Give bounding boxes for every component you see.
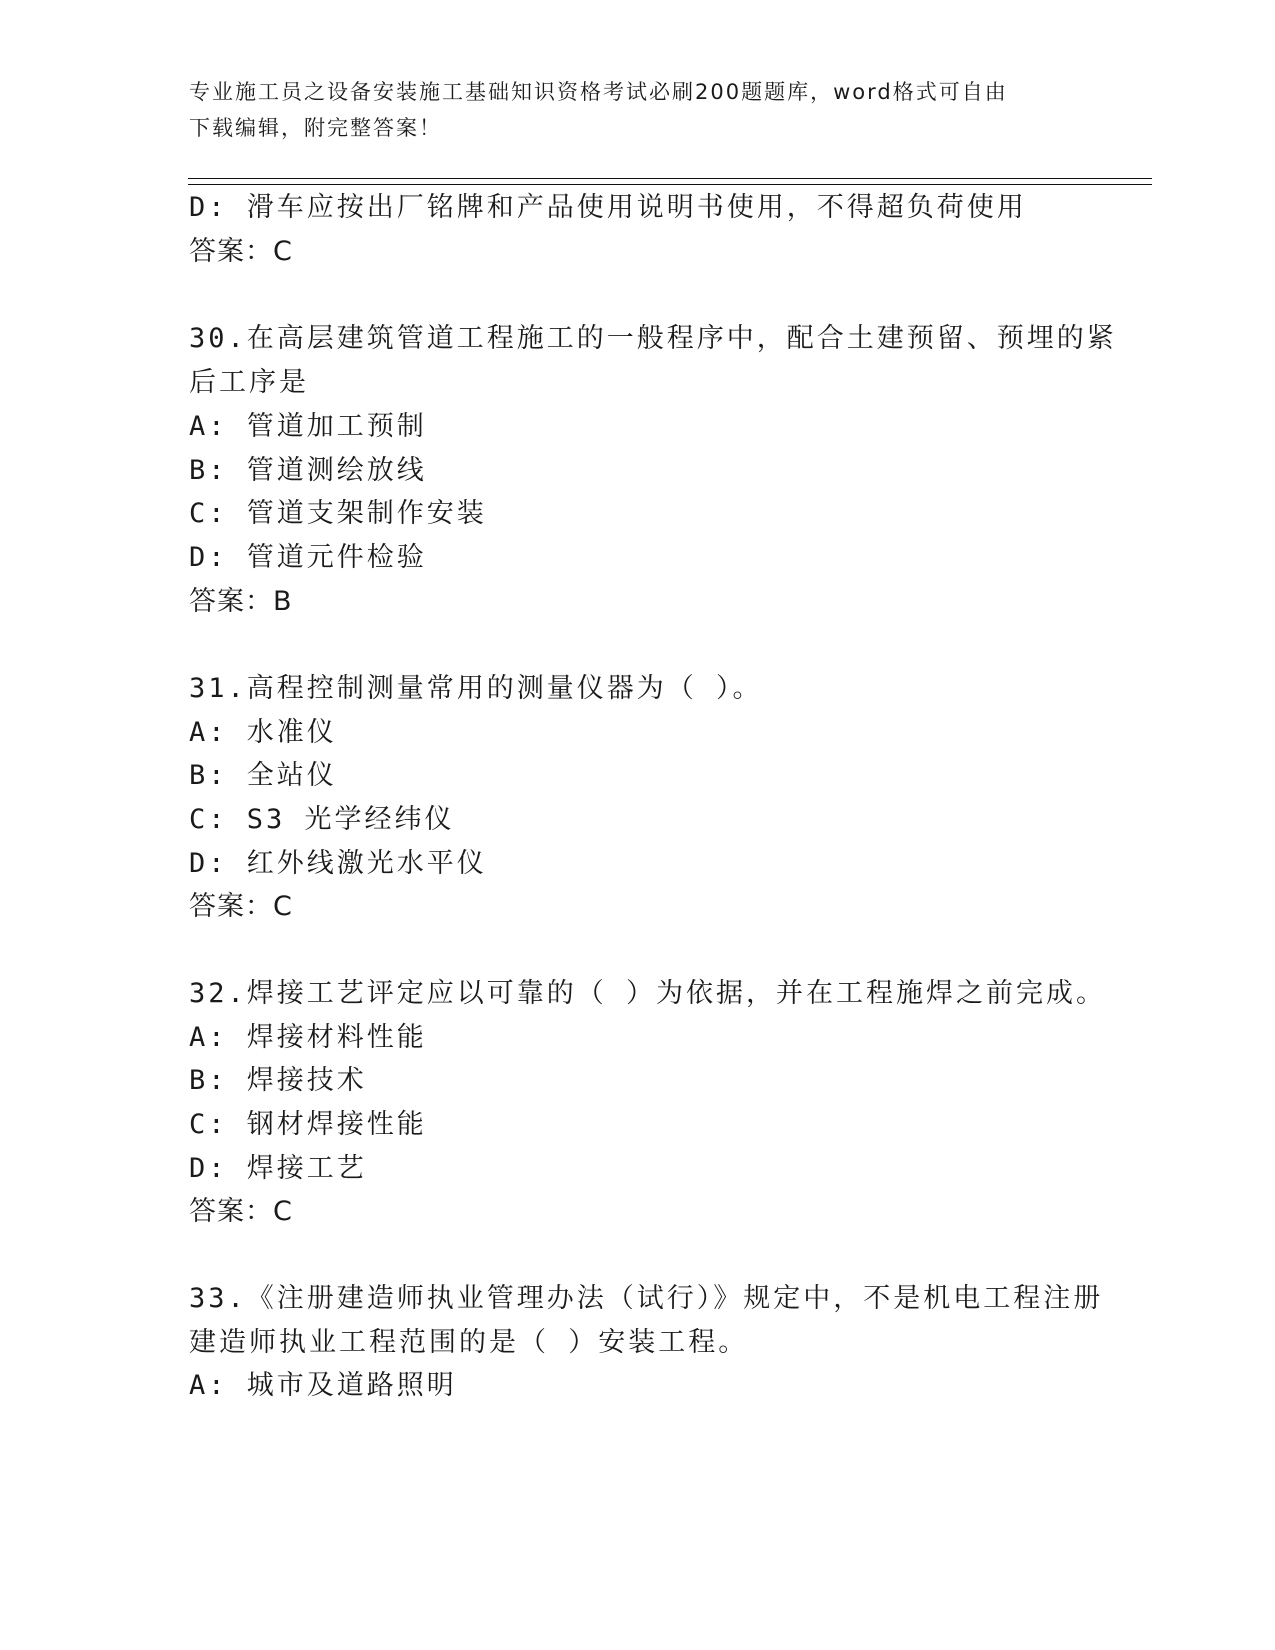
header-rule-top [188, 178, 1152, 179]
q32-option-d: D: 焊接工艺 [189, 1153, 367, 1184]
q30-option-d: D: 管道元件检验 [189, 542, 427, 573]
q32-answer: 答案：C [189, 1196, 293, 1227]
prev-option-d: D: 滑车应按出厂铭牌和产品使用说明书使用，不得超负荷使用 [189, 192, 1027, 223]
header-line-2: 下载编辑，附完整答案！ [189, 116, 442, 140]
header-line-1: 专业施工员之设备安装施工基础知识资格考试必刷200题题库，word格式可自由 [189, 80, 1008, 104]
q33-stem-line-1: 33.《注册建造师执业管理办法（试行）》规定中，不是机电工程注册 [189, 1283, 1104, 1314]
q31-stem-line-1: 31.高程控制测量常用的测量仪器为（ ）。 [189, 673, 763, 704]
q31-option-a: A: 水准仪 [189, 717, 337, 748]
q30-option-b: B: 管道测绘放线 [189, 455, 427, 486]
q33-option-a: A: 城市及道路照明 [189, 1370, 457, 1401]
q33-stem-line-2: 建造师执业工程范围的是（ ）安装工程。 [189, 1327, 749, 1358]
q30-option-c: C: 管道支架制作安装 [189, 498, 487, 529]
q30-stem-line-1: 30.在高层建筑管道工程施工的一般程序中，配合土建预留、预埋的紧 [189, 323, 1117, 354]
q32-option-c: C: 钢材焊接性能 [189, 1109, 427, 1140]
q30-stem-line-2: 后工序是 [189, 367, 309, 398]
q31-option-d: D: 红外线激光水平仪 [189, 848, 487, 879]
q31-option-b: B: 全站仪 [189, 760, 337, 791]
document-header [189, 74, 1089, 146]
q32-option-b: B: 焊接技术 [189, 1065, 367, 1096]
q30-answer: 答案：B [189, 586, 293, 617]
q30-option-a: A: 管道加工预制 [189, 411, 427, 442]
header-rule-bottom [188, 184, 1152, 185]
q31-option-c: C: S3 光学经纬仪 [189, 804, 455, 835]
q32-stem-line-1: 32.焊接工艺评定应以可靠的（ ）为依据，并在工程施焊之前完成。 [189, 978, 1107, 1009]
prev-answer: 答案：C [189, 236, 293, 267]
q31-answer: 答案：C [189, 891, 293, 922]
q32-option-a: A: 焊接材料性能 [189, 1022, 427, 1053]
